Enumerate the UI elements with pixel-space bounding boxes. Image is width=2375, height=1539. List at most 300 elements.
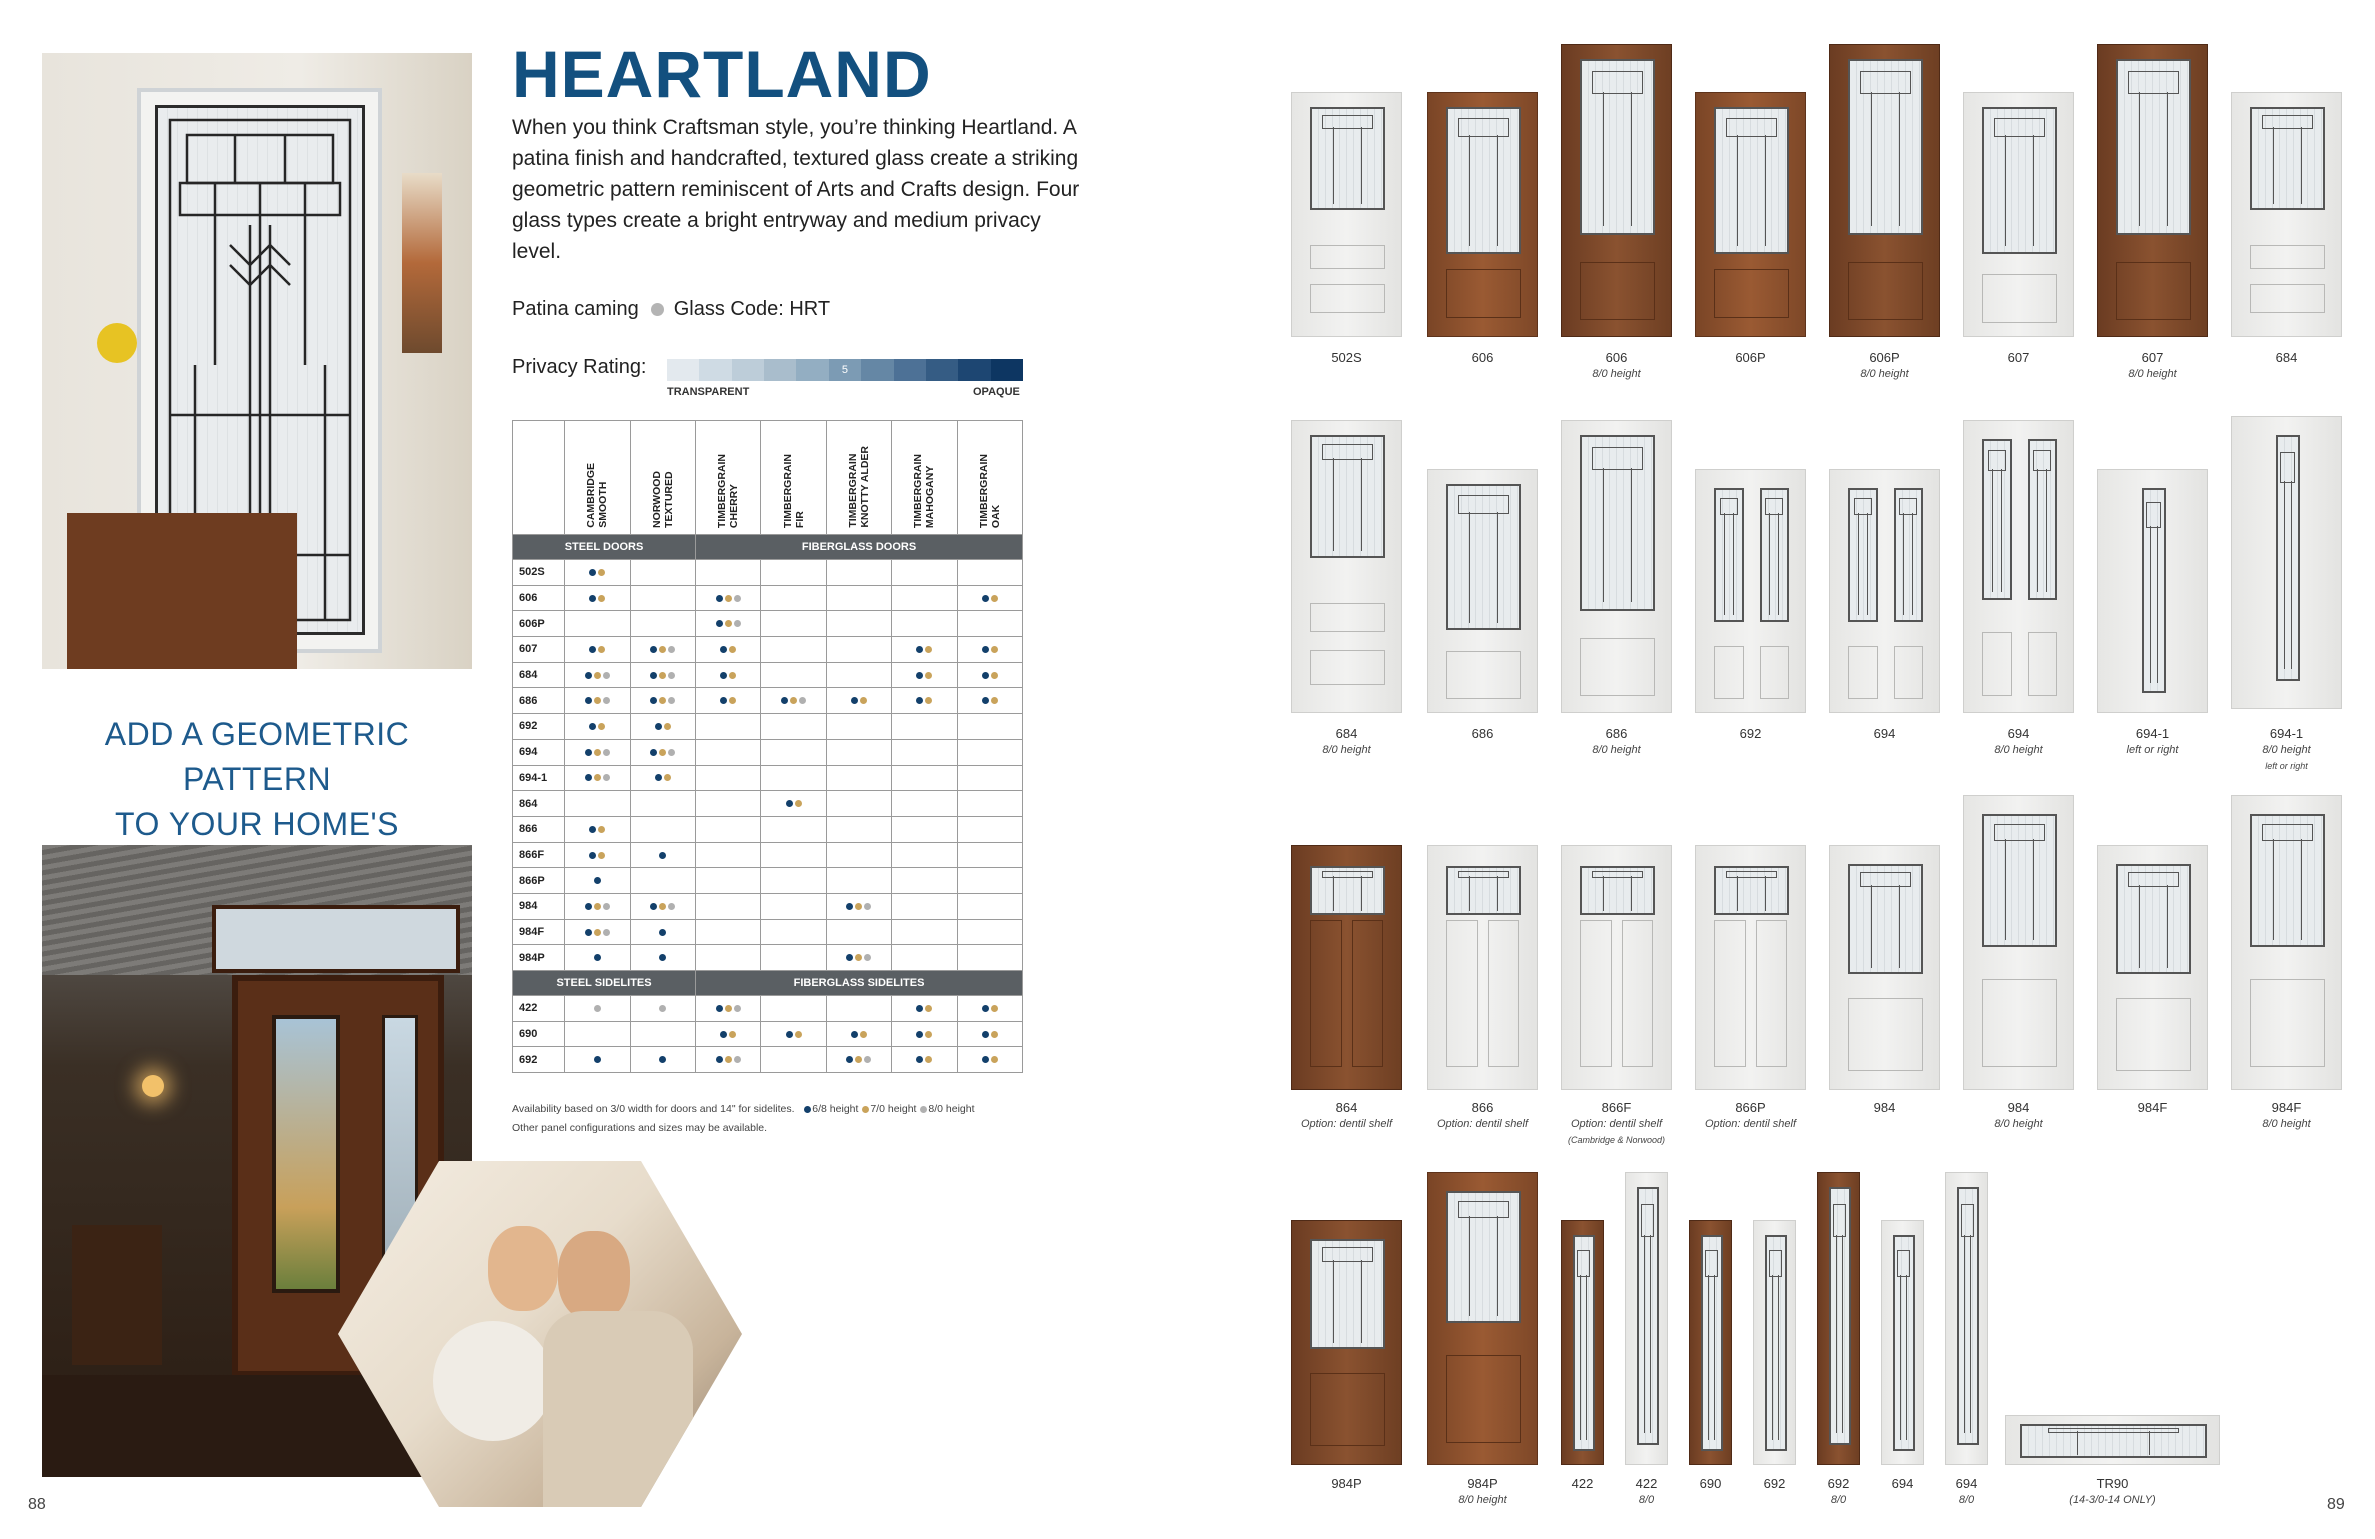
door-607 (2097, 44, 2208, 337)
door-model: 866F (1601, 1100, 1632, 1115)
door-panel (1982, 979, 2057, 1068)
6-8-height-dot-icon (716, 620, 723, 627)
glass-insert (1829, 1187, 1851, 1445)
table-row (513, 739, 1023, 765)
7-0-height-dot-icon (860, 1031, 867, 1038)
door-694 (1963, 420, 2074, 713)
door-model: 692 (1739, 726, 1762, 741)
7-0-height-dot-icon (991, 646, 998, 653)
dresser (67, 513, 297, 669)
7-0-height-dot-icon (659, 646, 666, 653)
door-note: 8/0 height (1994, 1118, 2043, 1130)
door-panel (1310, 284, 1385, 313)
6-8-height-dot-icon (650, 749, 657, 756)
8-0-height-dot-icon (734, 595, 741, 602)
door-label (2077, 726, 2228, 758)
availability-cell (957, 688, 1022, 714)
heartland-glass-photo (42, 53, 472, 669)
door-panel (2250, 284, 2325, 313)
8-0-height-dot-icon (603, 774, 610, 781)
availability-cell (565, 842, 630, 868)
glass-insert (1573, 1235, 1595, 1451)
7-0-height-dot-icon (729, 646, 736, 653)
row-label: 984 (513, 893, 565, 919)
7-0-height-dot-icon (659, 697, 666, 704)
availability-cell (892, 842, 957, 868)
door-984 (1829, 845, 1940, 1090)
door-model: 502S (1331, 350, 1362, 365)
availability-cell (761, 714, 826, 740)
availability-cell (630, 919, 695, 945)
table-row (513, 791, 1023, 817)
availability-cell (565, 996, 630, 1022)
availability-cell (761, 765, 826, 791)
8-0-height-dot-icon (603, 903, 610, 910)
availability-cell (761, 662, 826, 688)
6-8-height-dot-icon (585, 903, 592, 910)
6-8-height-dot-icon (982, 1005, 989, 1012)
door-note: 8/0 height (1592, 744, 1641, 756)
door-label (1675, 1100, 1826, 1132)
7-0-height-dot-icon (725, 620, 732, 627)
availability-cell (630, 765, 695, 791)
door-866p (1695, 845, 1806, 1090)
steel-sidelites-header: STEEL SIDELITES (513, 971, 696, 996)
table-footnote: Availability based on 3/0 width for doors and 14" for sidelites. 6/8 height 7/0 height 8/0 height Other panel configurations and sizes may be available. (512, 1103, 975, 1134)
availability-cell (826, 739, 891, 765)
availability-cell (826, 585, 891, 611)
availability-cell (630, 714, 695, 740)
glass-insert (1894, 488, 1924, 622)
door-label (1943, 726, 2094, 758)
availability-cell (630, 1047, 695, 1073)
privacy-step (861, 359, 893, 381)
row-label: 502S (513, 560, 565, 586)
availability-cell (696, 816, 761, 842)
privacy-step (667, 359, 699, 381)
7-0-height-dot-icon (659, 672, 666, 679)
availability-cell (696, 637, 761, 663)
door-panel (1756, 920, 1788, 1067)
patina-dot-icon (651, 303, 664, 316)
table-row (513, 611, 1023, 637)
row-label: 607 (513, 637, 565, 663)
availability-cell (892, 893, 957, 919)
door-label (1675, 350, 1826, 366)
door-label (1809, 350, 1960, 382)
availability-cell (892, 560, 957, 586)
availability-cell (630, 842, 695, 868)
door-model: 694 (1955, 1476, 1978, 1491)
6-8-height-dot-icon (594, 877, 601, 884)
door-label (2077, 350, 2228, 382)
door-panel (1848, 998, 1923, 1072)
door-model: 692 (1763, 1476, 1786, 1491)
8-0-height-dot-icon (668, 672, 675, 679)
glass-code: Glass Code: HRT (673, 298, 831, 320)
door-model: 694 (1891, 1476, 1914, 1491)
door-panel (1310, 650, 1385, 685)
availability-cell (826, 688, 891, 714)
8-0-height-dot-icon (668, 646, 675, 653)
8-0-height-dot-icon (864, 954, 871, 961)
caming-info (512, 298, 830, 321)
door-684 (1291, 420, 1402, 713)
7-0-height-dot-icon (729, 672, 736, 679)
door-panel (1310, 245, 1385, 270)
availability-cell (565, 765, 630, 791)
privacy-step (958, 359, 990, 381)
availability-cell (957, 816, 1022, 842)
6-8-height-dot-icon (585, 697, 592, 704)
availability-cell (565, 919, 630, 945)
door-panel (1310, 603, 1385, 632)
glass-insert (1760, 488, 1790, 622)
door-label (1407, 726, 1558, 742)
door-note: Option: dentil shelf (1300, 1118, 1393, 1130)
availability-cell (957, 662, 1022, 688)
availability-cell (696, 842, 761, 868)
col-header: NORWOOD TEXTURED (630, 421, 695, 535)
availability-cell (826, 791, 891, 817)
availability-cell (761, 688, 826, 714)
availability-cell (892, 1047, 957, 1073)
door-note: left or right (2126, 744, 2179, 756)
availability-cell (630, 1021, 695, 1047)
door-model: 866 (1471, 1100, 1494, 1115)
6-8-height-dot-icon (982, 1056, 989, 1063)
availability-cell (892, 868, 957, 894)
door-label (2211, 1100, 2362, 1132)
door-label (1541, 726, 1692, 758)
door-607 (1963, 92, 2074, 337)
door-606 (1561, 44, 1672, 337)
door-panel (1714, 269, 1789, 318)
glass-insert (2250, 107, 2325, 210)
door-866 (1427, 845, 1538, 1090)
7-0-height-dot-icon (659, 749, 666, 756)
door-864 (1291, 845, 1402, 1090)
door-panel (1982, 274, 2057, 323)
6-8-height-dot-icon (585, 929, 592, 936)
door-model: 686 (1471, 726, 1494, 741)
availability-cell (761, 1047, 826, 1073)
door-label (1809, 726, 1960, 742)
door-model: 606P (1869, 350, 1900, 365)
door-panel (1622, 920, 1654, 1067)
door-label (1271, 726, 1422, 758)
availability-cell (826, 1047, 891, 1073)
door-model: 684 (2275, 350, 2298, 365)
door-panel (1310, 920, 1342, 1067)
door-686 (1561, 420, 1672, 713)
flower (97, 323, 137, 363)
7-0-height-dot-icon (729, 697, 736, 704)
door-panel (1848, 646, 1878, 700)
door-model: 606P (1735, 350, 1766, 365)
availability-cell (696, 791, 761, 817)
availability-cell (565, 868, 630, 894)
glass-insert (1310, 1239, 1385, 1349)
availability-cell (957, 868, 1022, 894)
availability-cell (761, 996, 826, 1022)
7-0-height-dot-icon (729, 1031, 736, 1038)
glass-insert (2276, 435, 2300, 681)
8-0-height-dot-icon (603, 749, 610, 756)
door-panel (2250, 979, 2325, 1068)
privacy-step (926, 359, 958, 381)
6-8-height-dot-icon (982, 1031, 989, 1038)
8-0-height-dot-icon (799, 697, 806, 704)
availability-cell (761, 1021, 826, 1047)
door-panel (1982, 632, 2012, 696)
6-8-height-dot-icon (650, 697, 657, 704)
6-8-height-dot-icon (655, 723, 662, 730)
7-0-height-dot-icon (991, 1056, 998, 1063)
availability-cell (630, 637, 695, 663)
door-model: TR90 (2096, 1476, 2129, 1491)
col-header: TIMBERGRAIN FIR (761, 421, 826, 535)
door-panel (1310, 1373, 1385, 1447)
6-8-height-dot-icon (659, 852, 666, 859)
door-note: 8/0 (1638, 1494, 1655, 1506)
6-8-height-dot-icon (589, 723, 596, 730)
availability-cell (957, 1047, 1022, 1073)
door-label (2077, 1100, 2228, 1116)
door-panel (2116, 262, 2191, 321)
availability-cell (892, 945, 957, 971)
availability-cell (957, 611, 1022, 637)
door-686 (1427, 469, 1538, 713)
door-label (2211, 726, 2362, 774)
row-label: 422 (513, 996, 565, 1022)
6-8-height-dot-icon (589, 852, 596, 859)
door-note: Option: dentil shelf (1704, 1118, 1797, 1130)
availability-cell (565, 791, 630, 817)
7-0-height-dot-icon (991, 595, 998, 602)
8-0-height-dot-icon (659, 1005, 666, 1012)
availability-cell (761, 893, 826, 919)
door-note: Option: dentil shelf (1436, 1118, 1529, 1130)
door-panel (1894, 646, 1924, 700)
availability-cell (696, 585, 761, 611)
6-8-height-dot-icon (716, 1056, 723, 1063)
door-984f (2097, 845, 2208, 1090)
availability-cell (630, 739, 695, 765)
door-model: 606 (1471, 350, 1494, 365)
7-0-height-dot-icon (725, 1005, 732, 1012)
door-694 (1829, 469, 1940, 713)
table-row (513, 662, 1023, 688)
glass-insert (1982, 814, 2057, 947)
8-0-height-dot-icon (864, 903, 871, 910)
table-corner (513, 421, 565, 535)
availability-cell (696, 919, 761, 945)
door-panel (1714, 646, 1744, 700)
door-692 (1817, 1172, 1860, 1465)
door-panel (1446, 1355, 1521, 1443)
privacy-step (732, 359, 764, 381)
7-0-height-dot-icon (659, 903, 666, 910)
door-model: 984P (1331, 1476, 1362, 1491)
6-8-height-dot-icon (650, 903, 657, 910)
row-label: 984F (513, 919, 565, 945)
availability-cell (630, 996, 695, 1022)
7-0-height-dot-icon (925, 1031, 932, 1038)
availability-cell (892, 637, 957, 663)
door-panel (1848, 262, 1923, 321)
row-label: 606 (513, 585, 565, 611)
6-8-height-dot-icon (585, 749, 592, 756)
7-0-height-dot-icon (664, 774, 671, 781)
door-label (1943, 350, 2094, 366)
6-8-height-dot-icon (916, 1056, 923, 1063)
7-0-height-dot-icon (991, 1031, 998, 1038)
availability-cell (826, 714, 891, 740)
door-model: 686 (1605, 726, 1628, 741)
door-note: Option: dentil shelf (1570, 1118, 1663, 1130)
door-label (1407, 350, 1558, 366)
6-8-height-dot-icon (720, 672, 727, 679)
door-606p (1829, 44, 1940, 337)
7-0-height-dot-icon (855, 903, 862, 910)
row-label: 606P (513, 611, 565, 637)
door-label (1271, 1476, 1422, 1492)
8-0-height-dot-icon (734, 1005, 741, 1012)
availability-cell (761, 919, 826, 945)
availability-cell (630, 945, 695, 971)
availability-cell (630, 585, 695, 611)
door-panel (2250, 245, 2325, 270)
6-8-height-dot-icon (589, 595, 596, 602)
row-label: 686 (513, 688, 565, 714)
6-8-height-dot-icon (720, 1031, 727, 1038)
availability-cell (957, 714, 1022, 740)
availability-cell (565, 816, 630, 842)
availability-cell (565, 739, 630, 765)
privacy-step: 5 (829, 359, 861, 381)
availability-cell (696, 1047, 761, 1073)
7-0-height-dot-icon (598, 852, 605, 859)
door-model: 864 (1335, 1100, 1358, 1115)
door-422 (1625, 1172, 1668, 1465)
7-0-height-dot-icon (598, 569, 605, 576)
glass-insert (1446, 107, 1521, 254)
glass-insert (1310, 866, 1385, 915)
glass-insert (2116, 864, 2191, 974)
door-tr90 (2005, 1415, 2220, 1465)
6-8-height-dot-icon (659, 954, 666, 961)
door-label (1809, 1100, 1960, 1116)
door-model: 984 (2007, 1100, 2030, 1115)
8-0-height-dot-icon (603, 697, 610, 704)
availability-cell (826, 945, 891, 971)
col-header: TIMBERGRAIN OAK (957, 421, 1022, 535)
availability-cell (696, 560, 761, 586)
door-note: 8/0 (1958, 1494, 1975, 1506)
availability-cell (565, 560, 630, 586)
6-8-height-dot-icon (585, 672, 592, 679)
availability-cell (957, 791, 1022, 817)
table-row (513, 868, 1023, 894)
availability-cell (892, 688, 957, 714)
availability-cell (826, 637, 891, 663)
door-note: 8/0 height (1322, 744, 1371, 756)
glass-insert (2020, 1424, 2207, 1458)
availability-table (512, 420, 1023, 1073)
page-number-right: 89 (2327, 1496, 2345, 1513)
door-label (1541, 1100, 1692, 1148)
availability-cell (892, 739, 957, 765)
7-0-height-dot-icon (925, 697, 932, 704)
glass-insert (1714, 107, 1789, 254)
6-8-height-dot-icon (786, 1031, 793, 1038)
door-model: 607 (2141, 350, 2164, 365)
6-8-height-dot-icon (650, 646, 657, 653)
door-panel (1488, 920, 1520, 1067)
7-0-height-dot-icon (925, 672, 932, 679)
6-8-height-dot-icon (655, 774, 662, 781)
door-694 (1945, 1172, 1988, 1465)
door-model: 607 (2007, 350, 2030, 365)
door-866f (1561, 845, 1672, 1090)
glass-insert (2250, 814, 2325, 947)
7-0-height-dot-icon (991, 672, 998, 679)
glass-insert (1893, 1235, 1915, 1451)
row-label: 694 (513, 739, 565, 765)
fiberglass-sidelites-header: FIBERGLASS SIDELITES (696, 971, 1023, 996)
availability-cell (696, 893, 761, 919)
availability-cell (696, 611, 761, 637)
availability-cell (565, 893, 630, 919)
door-label (1271, 350, 1422, 366)
privacy-step (796, 359, 828, 381)
table-row (513, 842, 1023, 868)
door-model: 690 (1699, 1476, 1722, 1491)
door-model: 694-1 (2135, 726, 2170, 741)
availability-cell (957, 919, 1022, 945)
availability-cell (565, 637, 630, 663)
door-606 (1427, 92, 1538, 337)
door-model: 984F (2271, 1100, 2302, 1115)
door-model: 606 (1605, 350, 1628, 365)
door-label (1985, 1476, 2240, 1508)
table-row (513, 816, 1023, 842)
door-note: (14-3/0-14 ONLY) (2069, 1494, 2156, 1506)
7-0-height-dot-icon (725, 1056, 732, 1063)
availability-cell (826, 662, 891, 688)
6-8-height-dot-icon (589, 826, 596, 833)
table-row (513, 765, 1023, 791)
availability-cell (826, 919, 891, 945)
door-984p (1427, 1172, 1538, 1465)
availability-cell (892, 765, 957, 791)
availability-cell (957, 945, 1022, 971)
table-row (513, 560, 1023, 586)
8-0-height-dot-icon (734, 620, 741, 627)
tagline: ADD A GEOMETRIC PATTERN TO YOUR HOME'S (104, 716, 410, 842)
7-0-height-dot-icon (790, 697, 797, 704)
page-title: HEARTLAND (512, 37, 932, 111)
glass-insert (1580, 866, 1655, 915)
7-0-height-dot-icon (925, 646, 932, 653)
glass-insert (1765, 1235, 1787, 1451)
glass-insert (2116, 59, 2191, 235)
6-8-height-dot-icon (716, 1005, 723, 1012)
door-note: 8/0 height (2128, 368, 2177, 380)
glass-insert (1848, 864, 1923, 974)
8-0-height-dot-icon (668, 903, 675, 910)
